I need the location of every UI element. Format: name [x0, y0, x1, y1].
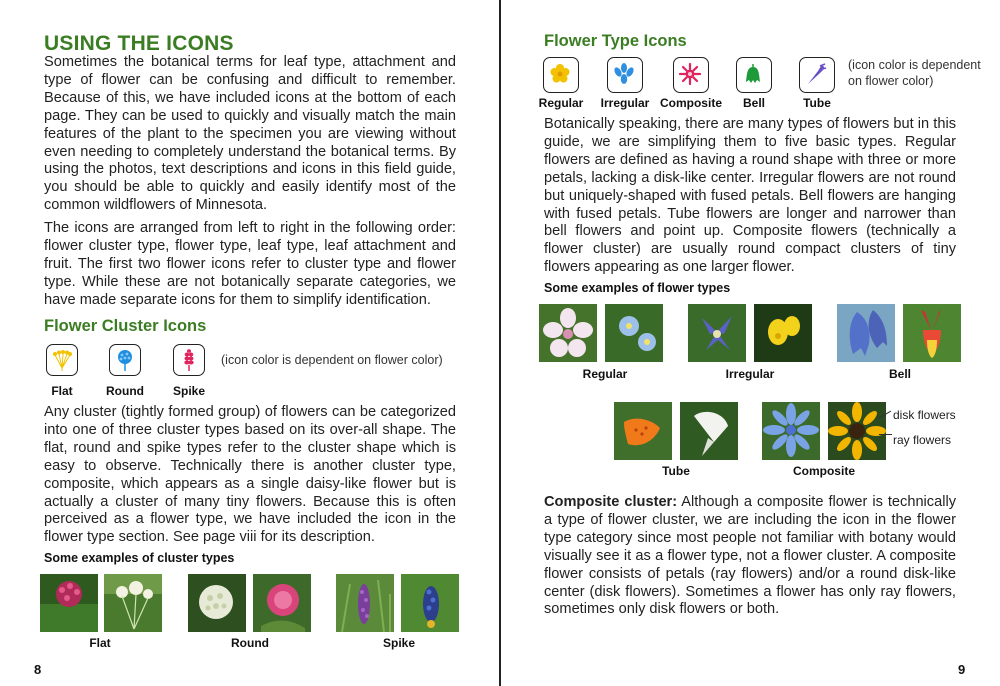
spike-cluster-photo-2: [401, 574, 459, 632]
tube-caption: Tube: [662, 464, 690, 478]
flat-cluster-photo-2: [104, 574, 162, 632]
cluster-description-paragraph: Any cluster (tightly formed group) of flowers can be categorized into one of three cluster types based on its over-all shape. The flat, round and spike types refer to the cluster shape which is easy to observe. Technically there is another cluster type, composite, which appears as a single daisy-like flower but is actually a cluster of many tiny flowers. Because this is often perceived as a flower type, we have included the icon in the flower type section. See page viii for its description.: [44, 404, 456, 546]
flower-icons-heading: Flower Type Icons: [544, 32, 687, 50]
tube-flower-icon: [799, 57, 835, 93]
round-icon-label: Round: [106, 384, 144, 398]
left-page: [0, 0, 499, 686]
cluster-icon-color-note: (icon color is dependent on flower color): [221, 353, 443, 367]
composite-photo-2: [828, 402, 886, 460]
bell-icon-label: Bell: [742, 96, 765, 110]
regular-photo-2: [605, 304, 663, 362]
composite-cluster-text: Although a composite flower is technically a type of flower cluster, we are including the icon in the flower type category since most people not familiar with botany would visually see it as a flower type, not a flower cluster. A composite flower consists of petals (ray flowers) and/or a round disk-like center (disk flowers). Sometimes a flower has only ray flowers, sometimes only disk flowers or both.: [544, 494, 956, 618]
flower-types-paragraph: Botanically speaking, there are many types of flowers but in this guide, we are simplifying them to five basic types. Regular flowers are defined as having a round shape with three or more petals, lacking a disk-like center. Irregular flowers are not round but uniquely-shaped with fused petals. Bell flowers are hanging with fused petals. Tube flowers are longer and narrower than bell flowers and point up. Composite flowers (technically a flower cluster) are usually round compact clusters of tiny flowers appearing as one larger flower.: [544, 116, 956, 276]
irregular-flower-icon: [607, 57, 643, 93]
composite-flower-icon: [673, 57, 709, 93]
bell-caption: Bell: [888, 367, 911, 381]
flat-icon-label: Flat: [51, 384, 73, 398]
spike-icon-label: Spike: [172, 384, 205, 398]
flower-icon-color-note: (icon color is dependent on flower color): [848, 58, 981, 88]
spike-cluster-icon: [173, 344, 205, 376]
bell-photo-1: [837, 304, 895, 362]
spike-caption: Spike: [382, 636, 415, 650]
regular-caption: Regular: [582, 367, 628, 381]
composite-cluster-paragraph: [544, 494, 956, 619]
regular-flower-icon: [543, 57, 579, 93]
flower-examples-heading: Some examples of flower types: [544, 281, 731, 295]
regular-icon-label: Regular: [538, 96, 584, 110]
cluster-icons-heading: Flower Cluster Icons: [44, 317, 207, 335]
cluster-examples-heading: Some examples of cluster types: [44, 551, 235, 565]
page-title: USING THE ICONS: [44, 32, 234, 55]
round-cluster-icon: [109, 344, 141, 376]
ray-flowers-callout: ray flowers: [893, 433, 952, 447]
tube-icon-label: Tube: [803, 96, 831, 110]
composite-cluster-label: Composite cluster:: [544, 494, 678, 510]
icon-order-paragraph: The icons are arranged from left to right in the following order: flower cluster type, flower type, leaf type, leaf attachment and fruit. The first two flower icons refer to cluster type and flower type. While these are not botanically separate categories, we have made separate icons for them to simplify identification.: [44, 220, 456, 308]
composite-photo-1: [762, 402, 820, 460]
bell-photo-2: [903, 304, 961, 362]
flat-cluster-photo-1: [40, 574, 98, 632]
round-cluster-photo-2: [253, 574, 311, 632]
ray-flowers-leader: [879, 434, 892, 435]
right-page: [501, 0, 1000, 686]
tube-photo-1: [614, 402, 672, 460]
page-number-right: 9: [958, 662, 966, 677]
intro-paragraph: Sometimes the botanical terms for leaf type, attachment and type of flower can be confusing and difficult to remember. Because of this, we have included icons at the bottom of each page. They can be used to quickly and visually match the main features of the plant to the specimen you are viewing without even needing to completely understand the botanical terms. By using the photos, text descriptions and icons in this field guide, you should be able to quickly and easily identify most of the common wildflowers of Minnesota.: [44, 54, 456, 214]
round-caption: Round: [231, 636, 269, 650]
page-number-left: 8: [34, 662, 42, 677]
irregular-caption: Irregular: [725, 367, 775, 381]
irregular-photo-1: [688, 304, 746, 362]
flat-cluster-icon: [46, 344, 78, 376]
irregular-photo-2: [754, 304, 812, 362]
irregular-icon-label: Irregular: [600, 96, 650, 110]
composite-caption: Composite: [792, 464, 855, 478]
composite-icon-label: Composite: [659, 96, 722, 110]
tube-photo-2: [680, 402, 738, 460]
round-cluster-photo-1: [188, 574, 246, 632]
regular-photo-1: [539, 304, 597, 362]
disk-flowers-callout: disk flowers: [893, 408, 956, 422]
flat-caption: Flat: [89, 636, 111, 650]
bell-flower-icon: [736, 57, 772, 93]
spike-cluster-photo-1: [336, 574, 394, 632]
